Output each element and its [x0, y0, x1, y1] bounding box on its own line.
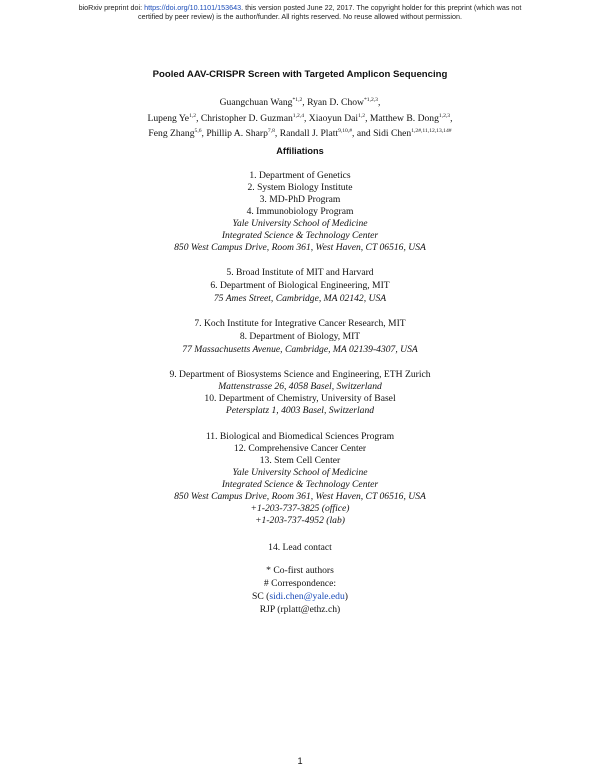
- author-affil-sup: 5,6: [194, 128, 202, 134]
- author-affil-sup: 1,2: [358, 112, 366, 119]
- lead-contact-note: 14. Lead contact: [268, 542, 332, 553]
- author-name: , and Sidi Chen: [352, 128, 412, 139]
- affiliation-line: 9. Department of Biosystems Science and Engineering, ETH Zurich: [169, 369, 431, 380]
- affiliation-line: 7. Koch Institute for Integrative Cancer Research, MIT: [194, 318, 406, 329]
- affiliation-line: 2. System Biology Institute: [247, 182, 353, 193]
- affiliation-line: 4. Immunobiology Program: [246, 206, 354, 217]
- sc-prefix: SC (: [252, 591, 270, 602]
- author-affil-sup: 9,10,#: [338, 128, 353, 134]
- correspondence-label: # Correspondence:: [263, 578, 337, 589]
- author-name: Lupeng Ye: [147, 112, 190, 124]
- paper-title: Pooled AAV-CRISPR Screen with Targeted Amplicon Sequencing: [152, 69, 448, 80]
- author-separator: ,: [450, 112, 453, 124]
- affiliation-address: 75 Ames Street, Cambridge, MA 02142, USA: [213, 293, 387, 304]
- affiliation-line: 3. MD-PhD Program: [259, 194, 341, 205]
- correspondence-sc: [0, 591, 600, 603]
- author-line-3: [0, 125, 600, 141]
- affiliation-line: 13. Stem Cell Center: [259, 455, 341, 466]
- sc-suffix: ): [344, 591, 348, 602]
- affiliation-institution: Integrated Science & Technology Center: [221, 230, 379, 241]
- affiliation-institution: Integrated Science & Technology Center: [221, 479, 379, 490]
- affiliation-institution: Yale University School of Medicine: [232, 218, 368, 229]
- author-affil-sup: *1,2: [292, 97, 303, 103]
- affiliation-line: 11. Biological and Biomedical Sciences Program: [205, 431, 395, 442]
- banner-line-2: certified by peer review) is the author/funder. All rights reserved. No reuse allowed without permission.: [138, 12, 462, 21]
- affiliation-address: Petersplatz 1, 4003 Basel, Switzerland: [225, 405, 375, 416]
- author-name: Guangchuan Wang: [219, 97, 293, 108]
- author-name: , Randall J. Platt: [274, 128, 339, 139]
- author-line-2: [0, 110, 600, 126]
- author-name: , Xiaoyun Dai: [303, 112, 359, 124]
- affiliation-line: 10. Department of Chemistry, University of Basel: [204, 393, 396, 404]
- cofirst-note: * Co-first authors: [266, 565, 334, 576]
- author-affil-sup: 1,2,3: [438, 112, 451, 119]
- author-list: [0, 94, 600, 141]
- affiliation-line: 5. Broad Institute of MIT and Harvard: [226, 267, 374, 278]
- author-affil-sup: 1,2#,11,12,13,14#: [411, 128, 452, 134]
- affiliation-line: 8. Department of Biology, MIT: [239, 331, 361, 342]
- phone-office: +1-203-737-3825 (office): [250, 503, 350, 514]
- author-name: , Ryan D. Chow: [302, 97, 364, 108]
- author-affil-sup: 1,2: [189, 112, 197, 119]
- affiliation-address: 77 Massachusetts Avenue, Cambridge, MA 02139-4307, USA: [182, 344, 418, 355]
- author-line-1: Guangchuan Wang$^{*1,2}$, Ryan D. Chow$^{*1,2,3}$,: [219, 97, 381, 108]
- author-name: Feng Zhang: [148, 128, 195, 139]
- author-affil-sup: 1,2,4: [292, 112, 304, 119]
- banner-suffix: . this version posted June 22, 2017. The copyright holder for this preprint (which was not: [241, 3, 522, 12]
- doi-link[interactable]: https://doi.org/10.1101/153643: [144, 3, 242, 12]
- author-name: , Christopher D. Guzman: [196, 112, 293, 124]
- affiliation-address: 850 West Campus Drive, Room 361, West Haven, CT 06516, USA: [174, 491, 426, 502]
- phone-lab: +1-203-737-4952 (lab): [255, 515, 345, 526]
- affiliations-heading: Affiliations: [276, 146, 324, 156]
- preprint-banner: [0, 3, 600, 21]
- author-name: , Matthew B. Dong: [365, 112, 439, 124]
- author-name: , Phillip A. Sharp: [201, 128, 268, 139]
- banner-prefix: bioRxiv preprint doi:: [78, 3, 145, 12]
- author-affil-sup: 7,8: [267, 128, 275, 134]
- affiliation-line: 1. Department of Genetics: [249, 170, 351, 181]
- banner-line-1: [0, 3, 600, 12]
- affiliation-institution: Yale University School of Medicine: [232, 467, 368, 478]
- author-affil-sup: *1,2,3: [363, 97, 378, 103]
- sc-email-link[interactable]: sidi.chen@yale.edu: [269, 591, 345, 602]
- affiliation-line: 12. Comprehensive Cancer Center: [233, 443, 367, 454]
- affiliation-address: Mattenstrasse 26, 4058 Basel, Switzerland: [218, 381, 382, 392]
- page-number: 1: [297, 756, 303, 766]
- affiliation-address: 850 West Campus Drive, Room 361, West Haven, CT 06516, USA: [174, 242, 426, 253]
- affiliation-line: 6. Department of Biological Engineering, MIT: [210, 280, 390, 291]
- correspondence-rjp: RJP (rplatt@ethz.ch): [259, 604, 341, 615]
